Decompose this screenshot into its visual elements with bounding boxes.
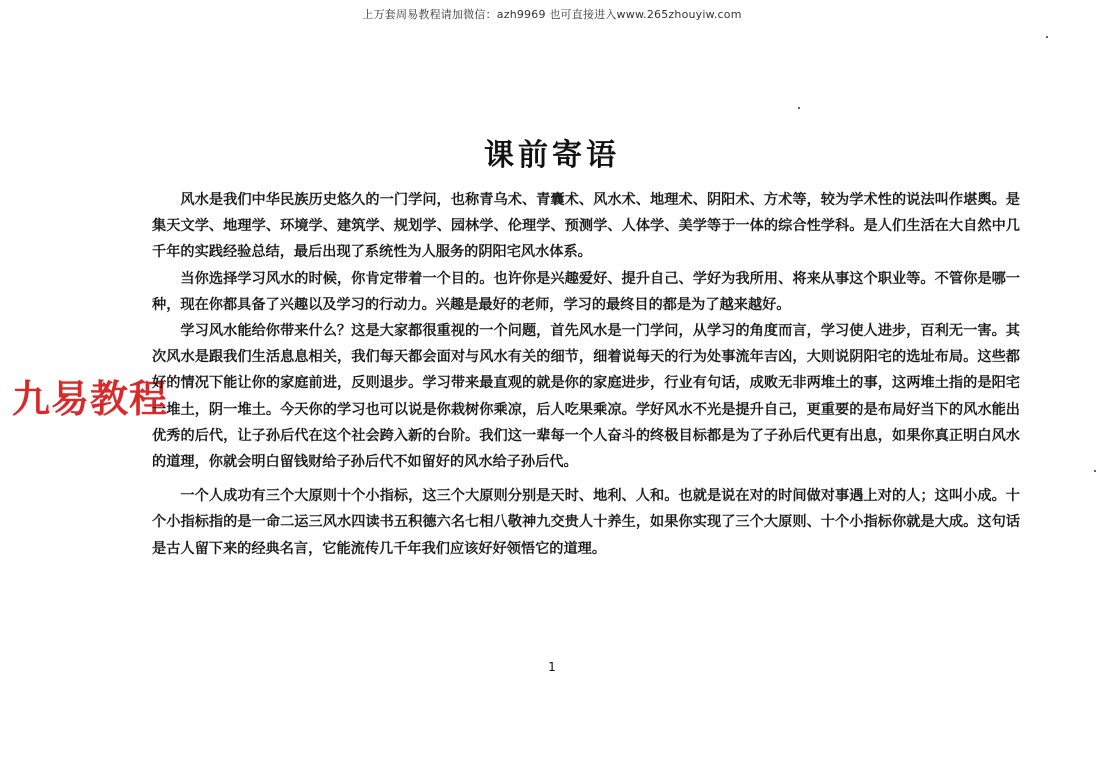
paragraph-4: 一个人成功有三个大原则十个小指标，这三个大原则分别是天时、地利、人和。也就是说在对的时间做对事遇上对的人；这叫小成。十个小指标指的是一命二运三风水四读书五积德六名七相八敬神九交贵人十养生，如果你实现了三个大原则、十个小指标你就是大成。这句话是古人留下来的经典名言，它能流传几千年我们应该好好领悟它的道理。 (152, 488, 1020, 557)
page-title: 课前寄语 (484, 138, 620, 173)
scan-speck (1046, 36, 1048, 38)
watermark-logo: 九易教程 (12, 377, 169, 421)
paragraph-2: 当你选择学习风水的时候，你肯定带着一个目的。也许你是兴趣爱好、提升自己、学好为我所用、将来从事这个职业等。不管你是哪一种，现在你都具备了兴趣以及学习的行动力。兴趣是最好的老师，学习的最终目的都是为了越来越好。 (152, 270, 1020, 313)
scan-speck (798, 107, 800, 109)
paragraph-3: 学习风水能给你带来什么？这是大家都很重视的一个问题，首先风水是一门学问，从学习的角度而言，学习使人进步，百利无一害。其次风水是跟我们生活息息相关，我们每天都会面对与风水有关的细节，细着说每天的行为处事流年吉凶，大则说阴阳宅的选址布局。这些都好的情况下能让你的家庭前进，反则退步。学习带来最直观的就是你的家庭进步，行业有句话，成败无非两堆土的事，这两堆土指的是阳宅一堆土，阴一堆土。今天你的学习也可以说是你栽树你乘凉，后人吃果乘凉。学好风水不光是提升自己，更重要的是布局好当下的风水能出优秀的后代，让子孙后代在这个社会跨入新的台阶。我们这一辈每一个人奋斗的终极目标都是为了子孙后代更有出息，如果你真正明白风水的道理，你就会明白留钱财给子孙后代不如留好的风水给子孙后代。 (152, 323, 1020, 471)
paragraph-1: 风水是我们中华民族历史悠久的一门学问，也称青乌术、青囊术、风水术、地理术、阴阳术、方术等，较为学术性的说法叫作堪舆。是集天文学、地理学、环境学、建筑学、规划学、园林学、伦理学、预测学、人体学、美学等于一体的综合性学科。是人们生活在大自然中几千年的实践经验总结，最后出现了系统性为人服务的阴阳宅风水体系。 (152, 192, 1020, 261)
scan-speck (1094, 470, 1096, 472)
page-number: 1 (548, 660, 556, 674)
page-header-text: 上万套周易教程请加微信：azh9969 也可直接进入www.265zhouyiw.com (362, 8, 742, 21)
body-text (152, 187, 1020, 562)
